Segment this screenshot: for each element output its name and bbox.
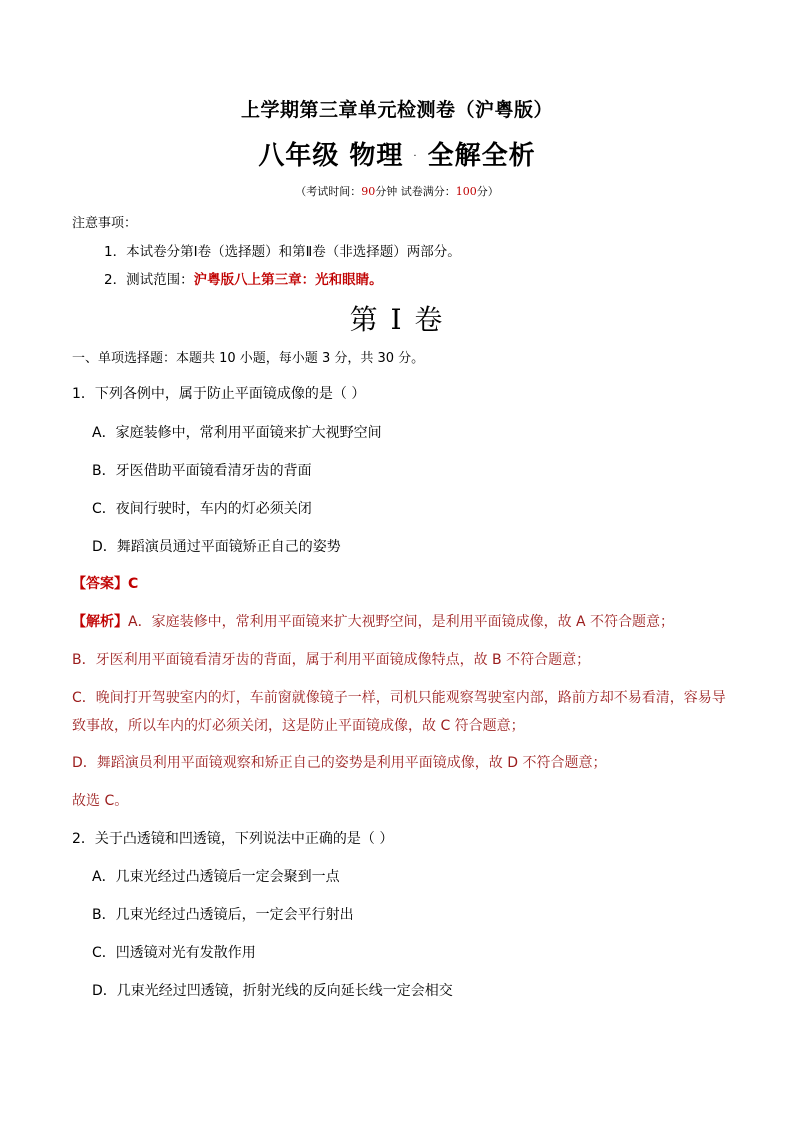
question-2-option-a: A．几束光经过凸透镜后一定会聚到一点 [92, 869, 340, 885]
notes-heading: 注意事项： [72, 216, 138, 231]
question-1-analysis-line-1 [72, 611, 674, 631]
subtitle-separator: · [413, 151, 418, 162]
subtitle-grade-subject: 八年级 物理 [258, 141, 404, 171]
document-subtitle [0, 135, 794, 172]
question-1-option-d: D．舞蹈演员通过平面镜矫正自己的姿势 [92, 539, 341, 555]
note-item-2-prefix: 2．测试范围： [104, 272, 194, 288]
analysis-label: 【解析】 [72, 614, 128, 630]
exam-time-unit: 分钟 试卷满分： [375, 185, 456, 198]
part-heading: 一、单项选择题：本题共 10 小题，每小题 3 分，共 30 分。 [72, 351, 425, 366]
question-1-analysis-line-5: D．舞蹈演员利用平面镜观察和矫正自己的姿势是利用平面镜成像，故 D 不符合题意； [72, 755, 607, 771]
question-1-stem: 1．下列各例中，属于防止平面镜成像的是（ ） [72, 386, 366, 402]
question-1-answer: 【答案】C [72, 576, 139, 592]
full-score-value: 100 [455, 185, 477, 198]
question-2-option-c: C．凹透镜对光有发散作用 [92, 945, 256, 961]
question-1-analysis-line-4: 致事故，所以车内的灯必须关闭，这是防止平面镜成像，故 C 符合题意； [72, 718, 525, 734]
exam-time-value: 90 [361, 185, 376, 198]
full-score-unit: 分） [476, 185, 499, 198]
question-1-analysis-line-2: B．牙医利用平面镜看清牙齿的背面，属于利用平面镜成像特点，故 B 不符合题意； [72, 652, 591, 668]
question-2-stem: 2．关于凸透镜和凹透镜，下列说法中正确的是（ ） [72, 831, 394, 847]
subtitle-analysis: 全解全析 [427, 141, 536, 171]
note-item-2-scope: 沪粤版八上第三章：光和眼睛。 [193, 272, 383, 288]
note-item-2 [104, 268, 383, 288]
section-title: 第 I 卷 [349, 303, 445, 336]
question-1-analysis-conclusion: 故选 C。 [72, 793, 129, 809]
question-1-analysis-line-3: C．晚间打开驾驶室内的灯，车前窗就像镜子一样，司机只能观察驾驶室内部，路前方却不易看清，容易导 [72, 690, 726, 706]
analysis-text: A．家庭装修中，常利用平面镜来扩大视野空间，是利用平面镜成像，故 A 不符合题意； [128, 614, 675, 630]
note-item-1: 1．本试卷分第Ⅰ卷（选择题）和第Ⅱ卷（非选择题）两部分。 [104, 244, 461, 260]
question-1-option-a: A．家庭装修中，常利用平面镜来扩大视野空间 [92, 425, 382, 441]
question-2-option-b: B．几束光经过凸透镜后，一定会平行射出 [92, 907, 354, 923]
document-title: 上学期第三章单元检测卷（沪粤版） [240, 99, 553, 121]
question-1-option-b: B．牙医借助平面镜看清牙齿的背面 [92, 463, 312, 479]
exam-info [0, 183, 794, 199]
question-2-option-d: D．几束光经过凹透镜，折射光线的反向延长线一定会相交 [92, 983, 453, 999]
exam-time-label: （考试时间： [295, 185, 362, 198]
question-1-option-c: C．夜间行驶时，车内的灯必须关闭 [92, 501, 312, 517]
